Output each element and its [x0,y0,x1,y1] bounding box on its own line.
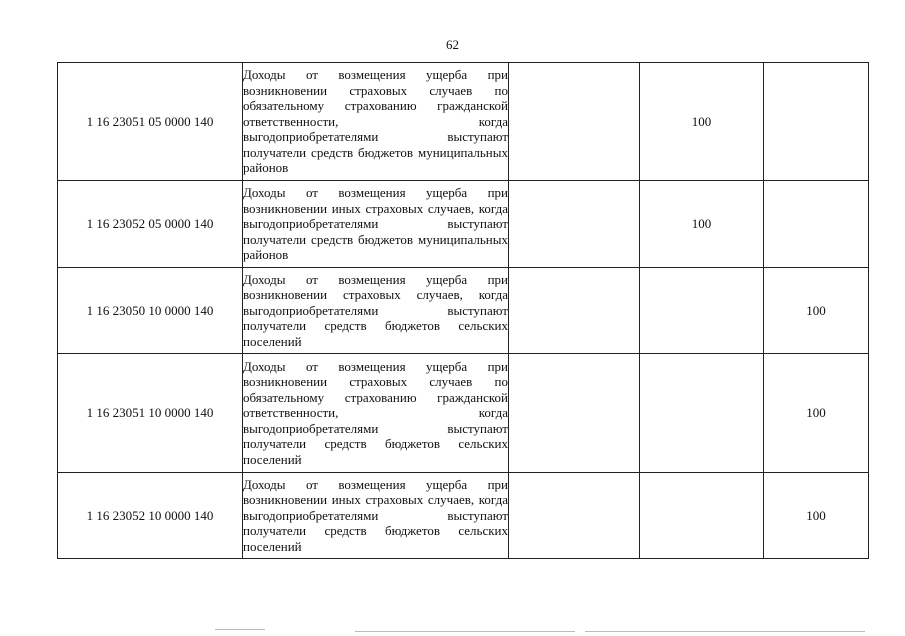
revenue-description: Доходы от возмещения ущерба при возникновении страховых случаев, когда выгодоприобретателями выступают получатели средств бюджетов сельских поселений [243,268,509,354]
budget-code: 1 16 23051 05 0000 140 [58,63,243,181]
budget-code: 1 16 23052 05 0000 140 [58,181,243,268]
budget-code: 1 16 23051 10 0000 140 [58,354,243,473]
value-cell [509,473,640,559]
scan-artifact-line [355,631,575,632]
revenue-description: Доходы от возмещения ущерба при возникновении иных страховых случаев, когда выгодоприобретателями выступают получатели средств бюджетов сельских поселений [243,473,509,559]
table-row [58,473,869,559]
value-cell: 100 [764,354,869,473]
scan-artifact-line [215,629,265,630]
revenue-description: Доходы от возмещения ущерба при возникновении страховых случаев по обязательному страхованию гражданской ответственности, когда выгодоприобретателями выступают получатели средств бюджетов сельских поселений [243,354,509,473]
value-cell [509,181,640,268]
value-cell [764,181,869,268]
revenue-description: Доходы от возмещения ущерба при возникновении иных страховых случаев, когда выгодоприобретателями выступают получатели средств бюджетов муниципальных районов [243,181,509,268]
table-row [58,63,869,181]
value-cell [640,354,764,473]
page-number: 62 [446,37,459,52]
value-cell: 100 [764,268,869,354]
table-row [58,181,869,268]
revenue-table [57,62,869,559]
value-cell [640,268,764,354]
value-cell [509,268,640,354]
scan-artifact-line [585,631,865,632]
value-cell [509,354,640,473]
value-cell: 100 [640,181,764,268]
value-cell: 100 [640,63,764,181]
value-cell [640,473,764,559]
budget-code: 1 16 23050 10 0000 140 [58,268,243,354]
table-row [58,268,869,354]
revenue-description: Доходы от возмещения ущерба при возникновении страховых случаев по обязательному страхованию гражданской ответственности, когда выгодоприобретателями выступают получатели средств бюджетов муниципальных районов [243,63,509,181]
budget-code: 1 16 23052 10 0000 140 [58,473,243,559]
value-cell [509,63,640,181]
value-cell: 100 [764,473,869,559]
table-row [58,354,869,473]
value-cell [764,63,869,181]
